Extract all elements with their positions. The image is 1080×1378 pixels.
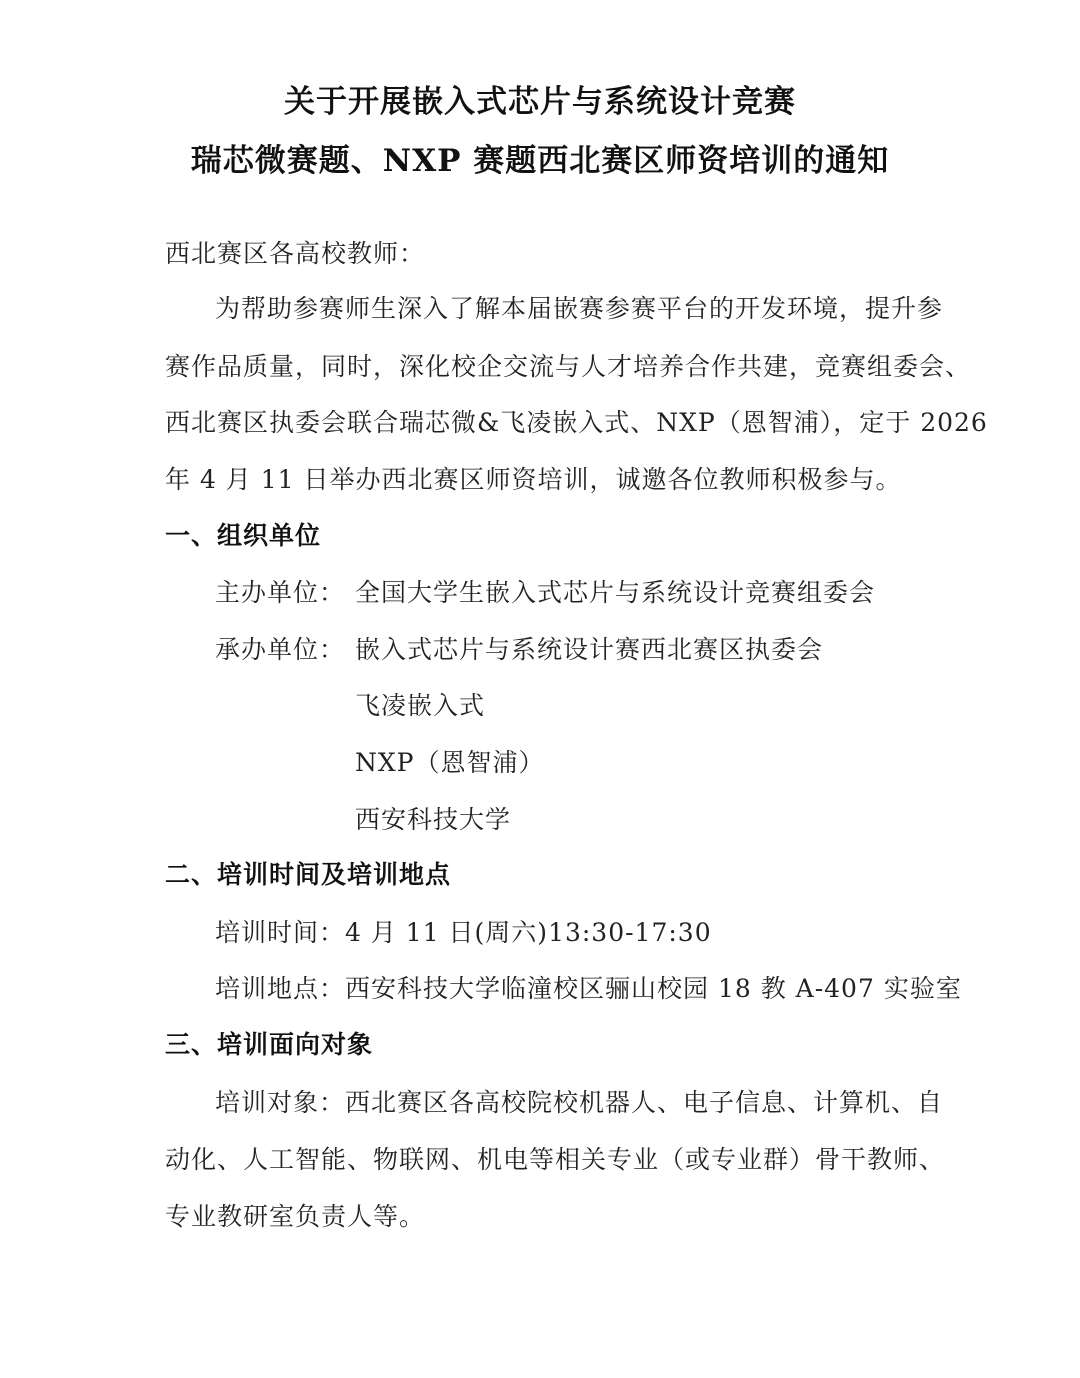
intro-line-1: 为帮助参赛师生深入了解本届嵌赛参赛平台的开发环境，提升参 [215,294,944,323]
organizer-label: 承办单位： [215,635,346,664]
section-heading-audience: 三、培训面向对象 [165,1030,374,1059]
audience-line-1: 培训对象：西北赛区各高校院校机器人、电子信息、计算机、自 [215,1088,944,1117]
document-title-line-1: 关于开展嵌入式芯片与系统设计竞赛 [284,84,796,120]
training-time: 培训时间：4 月 11 日(周六)13:30-17:30 [215,918,712,947]
intro-line-2: 赛作品质量，同时，深化校企交流与人才培养合作共建，竞赛组委会、 [165,352,972,381]
training-place: 培训地点：西安科技大学临潼校区骊山校园 18 教 A-407 实验室 [215,974,962,1003]
organizer-item: 飞凌嵌入式 [355,691,486,720]
organizer-item: NXP（恩智浦） [355,748,545,777]
section-heading-time-place: 二、培训时间及培训地点 [165,860,452,889]
host-value: 全国大学生嵌入式芯片与系统设计竞赛组委会 [355,578,876,607]
intro-line-3: 西北赛区执委会联合瑞芯微&飞凌嵌入式、NXP（恩智浦），定于 2026 [165,408,988,437]
section-heading-organization: 一、组织单位 [165,521,322,550]
organizer-item: 西安科技大学 [355,805,512,834]
audience-line-2: 动化、人工智能、物联网、机电等相关专业（或专业群）骨干教师、 [165,1145,946,1174]
organizer-item: 嵌入式芯片与系统设计赛西北赛区执委会 [355,635,824,664]
audience-line-3: 专业教研室负责人等。 [165,1202,426,1231]
host-label: 主办单位： [215,578,346,607]
intro-line-4: 年 4 月 11 日举办西北赛区师资培训，诚邀各位教师积极参与。 [165,465,902,494]
document-title-line-2: 瑞芯微赛题、NXP 赛题西北赛区师资培训的通知 [190,143,890,179]
salutation: 西北赛区各高校教师： [165,239,426,268]
